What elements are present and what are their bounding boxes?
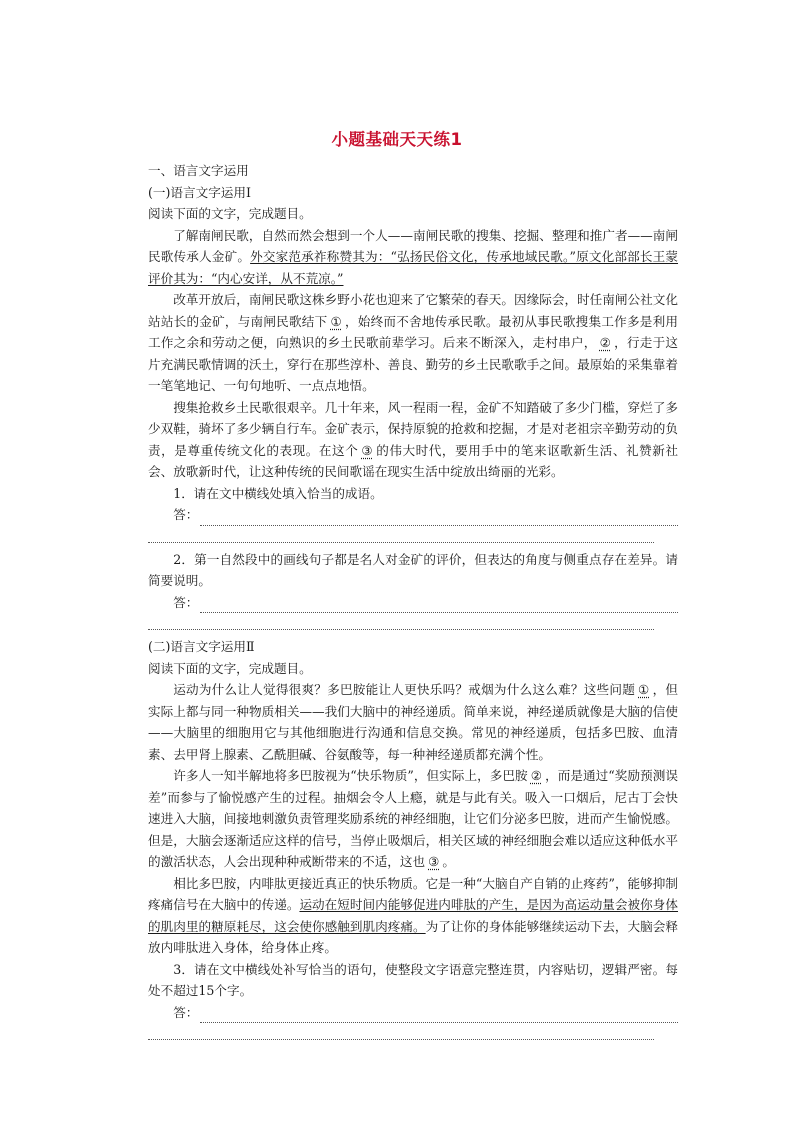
paragraph-text: 搜集抢救乡土民歌很艰辛。几十年来，风一程雨一程，金矿不知踏破了多少门槛，穿烂了多少双鞋，骑坏了多少辆自行车。金矿表示，保持原貌的抢救和挖掘，才是对老祖宗辛勤劳动的负责，是尊重传统文化的表现。在这个 (148, 399, 678, 458)
part1-instruction: 阅读下面的文字，完成题目。 (148, 206, 312, 221)
blank-1[interactable]: ① (638, 682, 650, 697)
part2-instruction: 阅读下面的文字，完成题目。 (148, 660, 312, 676)
answer-dotted-line[interactable] (200, 599, 678, 613)
answer-dotted-line[interactable] (200, 1009, 678, 1023)
document-body (148, 160, 678, 1046)
part1-paragraph-3 (148, 397, 678, 483)
part1-paragraph-1 (148, 225, 678, 290)
paragraph-text: ，但实际上都与同一种物质相关——我们大脑中的神经递质。简单来说，神经递质就像是大脑的信使——大脑里的细胞用它与其他细胞进行沟通和信息交换。常见的神经递质，包括多巴胺、血清素、去甲肾上腺素、乙酰胆碱、谷氨酸等，每一种神经递质都充满个性。 (148, 682, 679, 762)
part2-paragraph-1 (148, 679, 678, 765)
blank-2[interactable]: ② (599, 335, 612, 350)
question-3: 3．请在文中横线处补写恰当的语句，使整段文字语意完整连贯，内容贴切，逻辑严密。每处不超过15个字。 (148, 961, 678, 998)
blank-3[interactable]: ③ (428, 854, 440, 869)
answer-dotted-line[interactable] (148, 613, 654, 630)
blank-2[interactable]: ② (530, 768, 543, 783)
answer-dotted-line[interactable] (200, 512, 678, 526)
part2-heading: (二)语言文字运用Ⅱ (148, 639, 255, 654)
answer-label: 答： (173, 507, 199, 522)
page-title: 小题基础天天练1 (331, 130, 463, 149)
part2-paragraph-3 (148, 873, 678, 959)
underlined-sentence: 运动在短时间内能够促进内啡肽的产生，是因为高运动量会被你身体的肌肉里的糖原耗尽，这会使你感触到肌肉疼痛。 (148, 897, 679, 934)
paragraph-text: 的伟大时代，要用手中的笔来讴歌新生活、礼赞新社会、放歌新时代，让这种传统的民间歌谣在现实生活中绽放出绮丽的光彩。 (148, 442, 678, 479)
answer-dotted-line[interactable] (148, 1023, 654, 1040)
part1-heading: (一)语言文字运用Ⅰ (148, 184, 251, 200)
paragraph-text: 了解南闸民歌，自然而然会想到一个人——南闸民歌的搜集、挖掘、整理和推广者——南闸民歌传承人金矿。 (148, 227, 678, 264)
paragraph-text: 为了让你的身体能够继续运动下去，大脑会释放内啡肽进入身体，给身体止疼。 (148, 918, 679, 955)
paragraph-text: 运动为什么让人觉得很爽？多巴胺能让人更快乐吗？戒烟为什么这么难？这些问题 (173, 682, 636, 697)
answer-line-1[interactable] (148, 504, 678, 526)
paragraph-text: 许多人一知半解地将多巴胺视为“快乐物质”，但实际上，多巴胺 (173, 768, 528, 783)
blank-1[interactable]: ① (330, 313, 342, 329)
paragraph-text: ，而是通过“奖励预测误差”而参与了愉悦感产生的过程。抽烟会令人上瘾，就是与此有关。吸入一口烟后，尼古丁会快速进入大脑，间接地刺激负责管理奖励系统的神经细胞，让它们分泌多巴胺，进而产生愉悦感。但是，大脑会逐渐适应这样的信号，当停止吸烟后，相关区域的神经细胞会难以适应这种低水平的激活状态，人会出现种种戒断带来的不适，这也 (148, 768, 678, 869)
answer-dotted-line[interactable] (148, 526, 654, 543)
answer-line-3[interactable] (148, 1002, 678, 1024)
question-2: 2．第一自然段中的画线句子都是名人对金矿的评价，但表达的角度与侧重点存在差异。请简要说明。 (148, 551, 678, 588)
answer-label: 答： (173, 594, 199, 610)
paragraph-text: ，行走于这片充满民歌情调的沃土，穿行在那些淳朴、善良、勤劳的乡土民歌歌手之间。最原始的采集靠着一笔笔地记、一句句地听、一点点地悟。 (148, 335, 679, 393)
part2-paragraph-2 (148, 765, 678, 873)
paragraph-text: 改革开放后，南闸民歌这株乡野小花也迎来了它繁荣的春天。因缘际会，时任南闸公社文化站站长的金矿，与南闸民歌结下 (148, 292, 678, 329)
blank-3[interactable]: ③ (361, 442, 374, 458)
question-1: 1．请在文中横线处填入恰当的成语。 (173, 485, 383, 501)
paragraph-text: 。 (442, 854, 455, 869)
section-heading: 一、语言文字运用 (148, 163, 249, 178)
part1-paragraph-2 (148, 289, 678, 397)
paragraph-text: ，始终而不舍地传承民歌。最初从事民歌搜集工作多是利用工作之余和劳动之便，向熟识的乡土民歌前辈学习。后来不断深入，走村串户， (148, 313, 679, 350)
answer-label: 答： (173, 1004, 199, 1020)
underlined-sentence: 外交家范承祚称赞其为：“弘扬民俗文化，传承地域民歌。”原文化部部长王蒙评价其为：“内心安详，从不荒凉。” (148, 249, 679, 286)
answer-line-2[interactable] (148, 592, 678, 614)
paragraph-text: 相比多巴胺，内啡肽更接近真正的快乐物质。它是一种“大脑自产自销的止疼药”，能够抑制疼痛信号在大脑中的传递。 (148, 875, 678, 912)
